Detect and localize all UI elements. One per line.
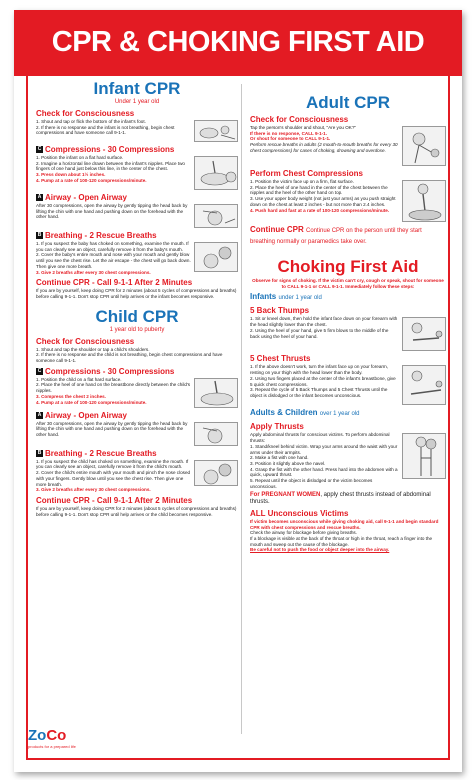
thrust-line: Apply abdominal thrusts for conscious victims. To perform abdominal thrusts: — [250, 432, 390, 444]
infant-comp-line: 2. Imagine a horizontal line drawn between the infant's nipples. Place two fingers of one hand just below this line, in the center of the chest. — [36, 160, 185, 172]
pregnant-note-text: , apply chest thrusts instead of abdominal thrusts. — [250, 492, 431, 506]
adult-cpr-title: Adult CPR — [305, 93, 391, 112]
chest-thrusts-illustration — [402, 365, 446, 405]
step-tag-a: A — [37, 194, 42, 201]
infant-compressions-block — [36, 155, 238, 190]
choking-title: Choking First Aid — [277, 257, 419, 276]
child-compressions-heading: C Compressions - 30 Compressions — [37, 366, 175, 376]
child-airway-block — [36, 421, 238, 446]
adult-check-line: If there is no response, CALL 9-1-1. — [250, 130, 328, 136]
thrust-line: 1. Stand/kneel behind victim. Wrap your arms around the waist with your arms under their armpits. — [250, 443, 398, 455]
step-tag-b: B — [37, 232, 42, 239]
child-compressions-illustration — [194, 378, 238, 408]
adult-comp-line: 1. Position the victim face up on a firm, flat surface. — [250, 179, 354, 184]
child-breath-line: 2. Cover the child's entire mouth with your mouth and pinch the nose closed with your fingers. Gently blow until you see the chest rise. Then give one more breath. — [36, 470, 191, 487]
child-cpr-subtitle: 1 year old to puberty — [109, 326, 165, 333]
thrust-line: 2. Make a fist with one hand. — [250, 455, 309, 461]
infant-cpr-title: Infant CPR — [93, 79, 181, 98]
infant-breathing-heading: B Breathing - 2 Rescue Breaths — [37, 231, 157, 240]
infant-continue-text: If you are by yourself, keep doing CPR for 2 minutes (about 5 cycles of compressions and breaths) before calling 9-1-1. Don't stop CPR until help arrives or the infant becomes responsive. — [36, 288, 237, 299]
column-divider — [241, 84, 242, 734]
choking-intro: Observe for signs of choking. If the victim can't cry, cough or speak, shout for someone to CALL 9-1-1 or CALL 9-1-1. Immediately follow these steps: — [252, 278, 444, 289]
infant-compressions-illustration — [194, 156, 238, 190]
adult-compressions-illustration — [402, 180, 446, 222]
adult-compressions-block — [250, 179, 446, 222]
adult-compressions-heading: Perform Chest Compressions — [250, 169, 363, 178]
brand-tagline: products for a prepared life — [28, 744, 76, 749]
child-comp-line: 2. Place the heel of one hand on the breastbone directly between the child's nipples. — [36, 382, 191, 394]
adult-check-block — [250, 125, 446, 166]
title-banner — [14, 10, 462, 76]
adult-continue-text: Continue CPR on the person until they start breathing normally or paramedics take over. — [250, 228, 422, 245]
thrust-line: 5. Repeat until the object is dislodged or the victim becomes unconscious. — [250, 478, 373, 489]
cpr-poster — [14, 10, 462, 772]
infant-breath-line: 2. Cover the baby's entire mouth and nose with your mouth and gently blow until you see the chest rise. Let the air escape - the chest will go back down. Then give one more breath. — [36, 252, 191, 269]
zoco-logo: ZoCo — [28, 727, 67, 744]
apply-thrusts-illustration — [402, 433, 446, 479]
infant-check-line: 2. If there is no response and the infant is not breathing, begin chest compressions and have someone call 9-1-1. — [36, 124, 175, 136]
adult-comp-line: 3. Use your upper body weight (not just your arms) as you push straight down on the chest at least 2 inches - but not more than 2.4 inches. — [250, 196, 396, 207]
apply-thrusts-heading: Apply Thrusts — [250, 422, 304, 432]
thrust-line: 4. Grasp the fist with the other hand. Press hard into the abdomen with a quick, upward thrust. — [250, 466, 398, 478]
unconscious-line: Check the airway for blockage before giving breaths. — [250, 530, 357, 536]
child-check-block — [36, 347, 238, 364]
infant-check-heading: Check for Consciousness — [36, 109, 135, 118]
infant-comp-line: 1. Position the infant on a flat hard surface. — [36, 155, 124, 160]
infant-check-block — [36, 119, 238, 142]
adult-check-line: Or shout for someone to CALL 9-1-1. — [250, 136, 331, 142]
child-comp-line: 1. Position the child on a flat hard surface. — [36, 376, 122, 382]
chest-thrusts-block — [250, 364, 446, 405]
infant-breath-line: 3. Give 2 breaths after every 30 chest compressions. — [36, 269, 151, 275]
infant-comp-line: 4. Pump at a rate of 100-120 compressions/minute. — [36, 177, 147, 183]
unconscious-line: If a blockage is visible at the back of the throat or high in the throat, reach a finger into the mouth and sweep out the cause of the blockage. — [250, 535, 433, 547]
child-check-heading: Check for Consciousness — [36, 336, 135, 346]
adult-check-illustration — [402, 126, 446, 166]
child-airway-illustration — [194, 422, 238, 446]
infant-airway-illustration — [194, 204, 238, 228]
adult-comp-line: 4. Push hard and fast at a rate of 100-120 compressions/minute. — [250, 207, 390, 213]
back-thumps-line: 2. Using the heel of your hand, give 5 firm blows to the middle of the back using the heel of your hand. — [250, 327, 389, 339]
child-continue-text: If you are by yourself, keep doing CPR for 2 minutes (about 5 cycles of compressions and breaths) before calling 9-1-1. Don't stop CPR until help arrives or the child becomes responsive. — [36, 505, 237, 517]
infant-breathing-block — [36, 241, 238, 275]
infant-check-line: 1. Shout and tap or flick the bottom of the infant's foot. — [36, 119, 146, 124]
step-tag-a: A — [37, 412, 42, 419]
adult-check-line: Tap the person's shoulder and shout, "Are you OK?" — [250, 125, 357, 130]
pregnant-note-title: For PREGNANT WOMEN — [250, 492, 321, 499]
child-cpr-title: Child CPR — [95, 306, 179, 326]
infants-heading: Infants under 1 year old — [250, 292, 322, 302]
child-comp-line: 3. Compress the chest 2 inches. — [36, 393, 106, 399]
infant-compressions-heading: C Compressions - 30 Compressions — [37, 145, 175, 154]
child-air-line: After 30 compressions, open the airway by gently tipping the head back by lifting the chin with one hand and pushing down on the forehead with the other hand. — [36, 420, 188, 438]
unconscious-heading: ALL Unconscious Victims — [250, 508, 349, 518]
right-column — [250, 80, 446, 553]
adult-check-line: Perform rescue breaths in adults (2 mouth-to-mouth breaths for every 30 chest compressions) for cases of choking, drowning and overdose. — [250, 142, 398, 153]
chest-thrusts-heading: 5 Chest Thrusts — [250, 354, 311, 364]
infant-check-illustration — [194, 120, 238, 142]
apply-thrusts-block — [250, 432, 446, 489]
back-thumps-heading: 5 Back Thumps — [250, 306, 310, 316]
child-compressions-block — [36, 377, 238, 408]
chest-thrusts-line: 3. Repeat the cycle of 5 Back Thumps and 5 Chest Thrusts until the object is dislodged or the infant becomes unconscious. — [250, 387, 388, 398]
infant-airway-block — [36, 203, 238, 228]
poster-frame — [26, 76, 450, 760]
infant-breathing-illustration — [194, 242, 238, 272]
pregnant-note — [250, 492, 446, 505]
unconscious-line: If victim becomes unconscious while giving choking aid, call 9-1-1 and begin standard CPR with chest compressions and rescue breaths. — [250, 518, 439, 530]
child-breathing-heading: B Breathing - 2 Rescue Breaths — [37, 448, 157, 458]
child-check-line: 1. Shout and tap the shoulder or tap a child's shoulders. — [36, 346, 150, 352]
infant-cpr-subtitle: Under 1 year old — [114, 99, 160, 105]
adult-comp-line: 2. Place the heel of one hand in the center of the chest between the nipples and the heel of the other hand on top. — [250, 184, 388, 196]
step-tag-c: C — [37, 368, 42, 375]
child-comp-line: 4. Pump at a rate of 100-120 compressions/minute. — [36, 399, 147, 405]
child-continue-heading: Continue CPR - Call 9-1-1 After 2 Minutes — [36, 495, 193, 505]
child-airway-heading: A Airway - Open Airway — [37, 410, 127, 420]
back-thumps-illustration — [402, 317, 446, 351]
step-tag-c: C — [37, 146, 42, 153]
left-column — [36, 80, 238, 517]
child-breath-line: 1. If you suspect the child has choked on something, examine the mouth. If you can clearly see an object, carefully remove it from the child's mouth. — [36, 458, 189, 470]
infant-comp-line: 3. Press down about 1½ inches. — [36, 172, 106, 178]
chest-thrusts-line: 1. If the above doesn't work, turn the infant face up on your forearm, resting on your thigh with the head lower than the body. — [250, 364, 389, 376]
chest-thrusts-line: 2. Using two fingers placed at the center of the infant's breastbone, give 5 quick chest compressions. — [250, 375, 396, 387]
adults-children-heading: Adults & Children over 1 year old — [250, 408, 360, 418]
step-tag-b: B — [37, 450, 42, 457]
infant-continue-heading: Continue CPR - Call 9-1-1 After 2 Minutes — [36, 278, 193, 288]
infant-breath-line: 1. If you suspect the baby has choked on something, examine the mouth. If you can clearly see an object, carefully remove it from the baby's mouth. — [36, 241, 189, 252]
thrust-line: 3. Position it slightly above the navel. — [250, 460, 326, 466]
back-thumps-line: 1. Sit or kneel down, then hold the infant face down on your forearm with the head slightly lower than the chest. — [250, 316, 398, 328]
infant-airway-heading: A Airway - Open Airway — [37, 193, 127, 202]
child-breathing-block — [36, 459, 238, 493]
poster-title: CPR & CHOKING FIRST AID — [51, 26, 425, 58]
child-breath-line: 3. Give 2 breaths after every 30 chest compressions. — [36, 487, 151, 493]
adult-check-heading: Check for Consciousness — [250, 115, 349, 124]
child-breathing-illustration — [194, 460, 238, 486]
back-thumps-block — [250, 316, 446, 351]
infant-air-line: After 30 compressions, open the airway by gently tipping the head back by lifting the chin with one hand and pushing down on the forehead with the other hand. — [36, 203, 188, 220]
unconscious-line: Be careful not to push the food or object deeper into the airway. — [250, 547, 390, 553]
adult-continue-heading: Continue CPR Continue CPR on the person until they start breathing normally or paramedics take over. — [250, 225, 422, 245]
child-check-line: 2. If there is no response and the child is not breathing, begin chest compressions and have someone call 9-1-1. — [36, 352, 223, 364]
